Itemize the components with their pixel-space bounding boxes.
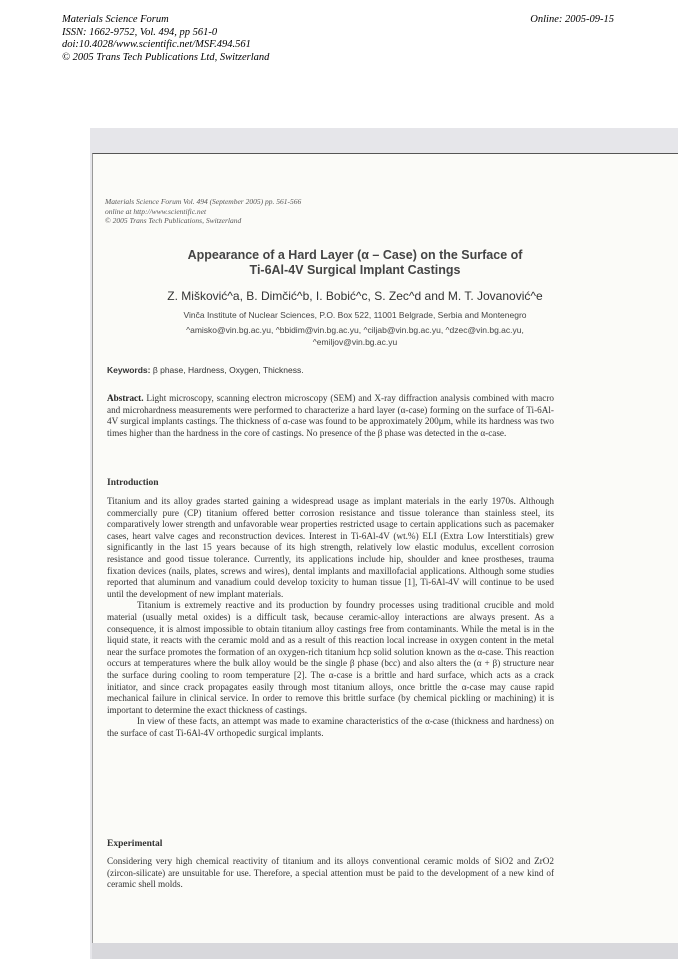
journal-info: [105, 197, 301, 226]
intro-paragraph-1: Titanium and its alloy grades started gaining a widespread usage as implant materials in the early 1970s. Although commercially pure (CP) titanium offered better corrosion resistance and tissue tolerance than stainless steel, its comparatively lower strength and unfavorable wear properties restricted usage to certain applications such as pacemaker cases, heart valve cages and reconstruction devices. Interest in Ti-6Al-4V (wt.%) ELI (Extra Low Interstitials) grew significantly in the last 15 years because of its high strength, relatively low elastic modulus, excellent corrosion resistance and good tissue tolerance. Currently, its applications include hip, shoulder and knee prostheses, trauma fixation devices (nails, plates, screws and wires), dental implants and maxillofacial applications. Although some studies reported that aluminum and vanadium could develop toxicity to human tissue [1], Ti-6Al-4V will continue to be used until the development of new implant materials.: [107, 496, 554, 599]
emails-line-2: ^emiljov@vin.bg.ac.yu: [312, 336, 398, 347]
header-doi: doi:10.4028/www.scientific.net/MSF.494.561: [62, 39, 251, 50]
authors: Z. Mišković^a, B. Dimčić^b, I. Bobić^c, S. Zec^d and M. T. Jovanović^e: [167, 289, 543, 303]
paper-title: [120, 248, 590, 278]
experimental-heading: Experimental: [107, 839, 163, 849]
scan-shadow: [92, 943, 678, 959]
online-date: Online: 2005-09-15: [530, 14, 614, 25]
header-copyright: © 2005 Trans Tech Publications Ltd, Switzerland: [62, 51, 270, 63]
affiliation: Vinča Institute of Nuclear Sciences, P.O. Box 522, 11001 Belgrade, Serbia and Montenegro: [183, 310, 527, 320]
citation-header: [62, 14, 269, 64]
journal-info-line: online at http://www.scientific.net: [105, 206, 207, 216]
experimental-body: [107, 856, 554, 891]
emails-line-1: ^amisko@vin.bg.ac.yu, ^bbidim@vin.bg.ac.yu, ^ciljab@vin.bg.ac.yu, ^dzec@vin.bg.ac.yu,: [186, 325, 524, 335]
abstract-text: Light microscopy, scanning electron microscopy (SEM) and X-ray diffraction analysis combined with macro and microhardness measurements were performed to characterize a hard layer (α-case) forming on the surface of Ti-6Al-4V surgical implants castings. The thickness of α-case was found to be approximately 200μm, while its hardness was two times higher than the hardness in the core of castings. No presence of the β phase was detected in the α-case.: [107, 393, 554, 438]
abstract-label: Abstract.: [107, 393, 144, 403]
intro-paragraph-3: In view of these facts, an attempt was made to examine characteristics of the α-case (thickness and hardness) on the surface of cast Ti-6Al-4V orthopedic surgical implants.: [107, 716, 554, 738]
keywords-text: β phase, Hardness, Oxygen, Thickness.: [152, 365, 304, 375]
intro-body: [107, 496, 554, 739]
header-issn: ISSN: 1662-9752, Vol. 494, pp 561-0: [62, 26, 218, 38]
abstract: [107, 393, 554, 439]
experimental-paragraph-1: Considering very high chemical reactivity of titanium and its alloys conventional ceramic molds of SiO2 and ZrO2 (zircon-silicate) are unsuitable for use. Therefore, a special attention must be paid to the development of a new kind of ceramic shell molds.: [107, 856, 554, 890]
title-line-1: Appearance of a Hard Layer (α – Case) on the Surface of: [187, 248, 523, 262]
emails: [100, 325, 610, 348]
keywords: [107, 365, 304, 375]
journal-info-line: Materials Science Forum Vol. 494 (September 2005) pp. 561-566: [105, 197, 302, 206]
journal-info-line: © 2005 Trans Tech Publications, Switzerland: [105, 216, 242, 225]
keywords-label: Keywords:: [107, 365, 151, 375]
intro-heading: Introduction: [107, 478, 159, 488]
header-journal: Materials Science Forum: [62, 14, 169, 25]
title-line-2: Ti-6Al-4V Surgical Implant Castings: [249, 263, 461, 277]
intro-paragraph-2: Titanium is extremely reactive and its production by foundry processes using traditional crucible and mold material (usually metal oxides) is a difficult task, because ceramic-alloy interactions are always present. As a consequence, it is almost impossible to obtain titanium alloy castings free from contaminants. While the metal is in the liquid state, it reacts with the ceramic mold and as a result of this reaction local increase in oxygen content in the metal near the surface promotes the formation of an oxygen-rich titanium hcp solid solution known as the α-case. This reaction occurs at temperatures where the bulk alloy would be the single β phase (bcc) and also alters the (α + β) structure near the surface during cooling to room temperature [2]. The α-case is a brittle and hard surface, which acts as a crack initiator, and since crack propagates easily through most titanium alloys, once brittle the α-case may cause rapid mechanical failure in clinical service. In order to remove this brittle surface (by chemical pickling or machining) it is important to determine the exact thickness of castings.: [107, 600, 554, 715]
